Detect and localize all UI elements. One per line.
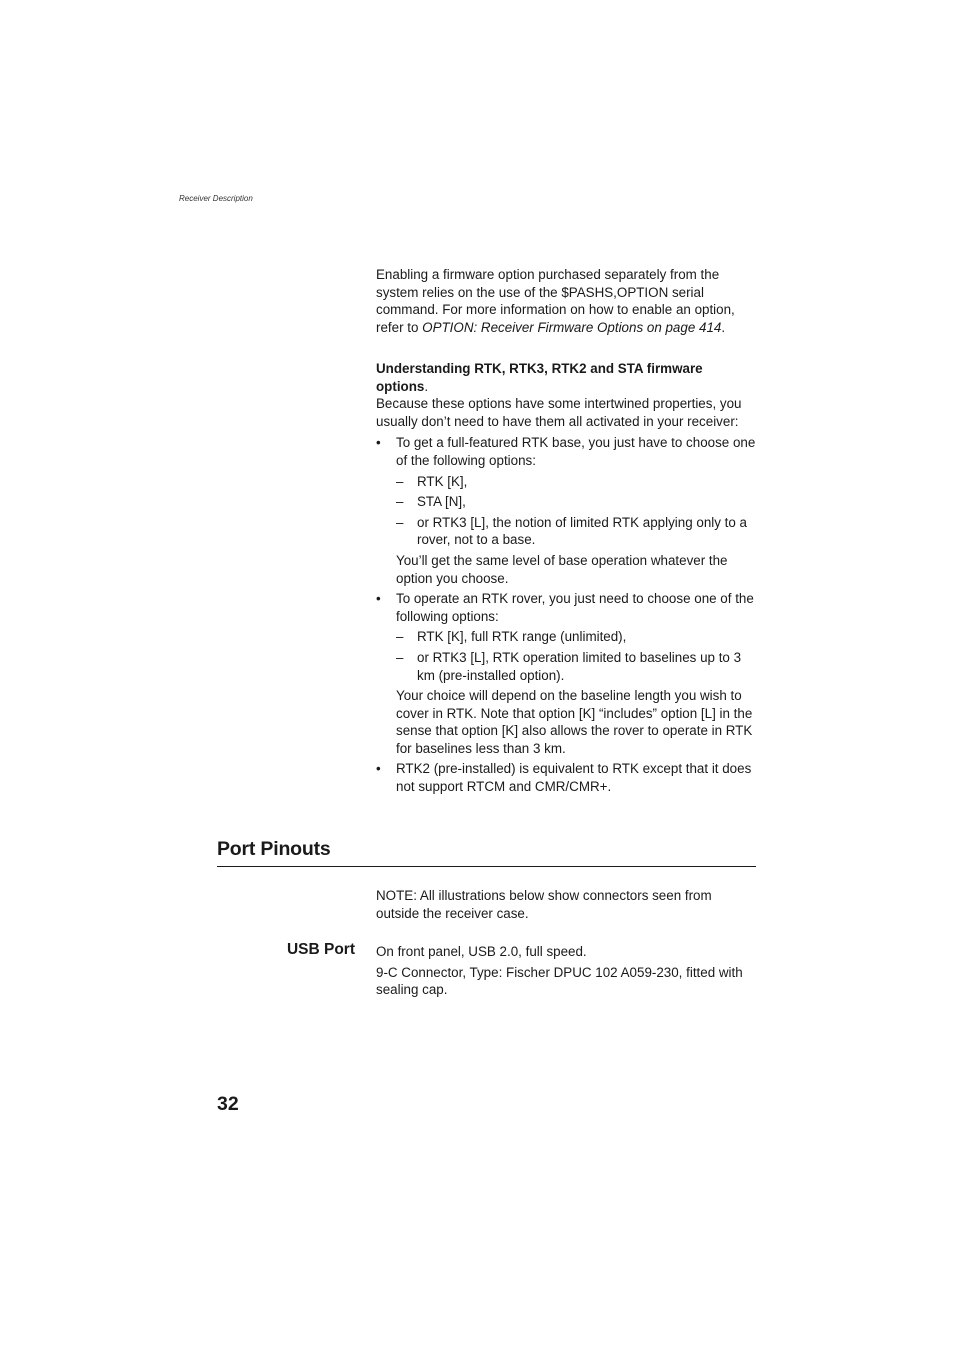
note-block [376, 887, 756, 922]
bullet-follow-text: Your choice will depend on the baseline length you wish to cover in RTK. Note that option [K] “includes” option [L] in the sense that option [K] also allows the rover to operate in RTK for baselines less than 3 km. [396, 688, 753, 756]
usb-port-description [376, 943, 756, 1002]
dash-text: or RTK3 [L], the notion of limited RTK applying only to a rover, not to a base. [417, 514, 747, 548]
dash-icon: – [396, 629, 404, 645]
bullet-text: To operate an RTK rover, you just need to choose one of the following options: [396, 591, 754, 624]
rtk-subhead: Understanding RTK, RTK3, RTK2 and STA firmware options [376, 361, 703, 394]
list-item [376, 590, 756, 757]
rtk-intro: Because these options have some intertwined properties, you usually don’t need to have them all activated in your receiver: [376, 396, 742, 429]
dash-icon: – [396, 494, 404, 510]
list-item [376, 434, 756, 587]
usb-line-2: 9-C Connector, Type: Fischer DPUC 102 A059-230, fitted with sealing cap. [376, 964, 743, 998]
list-item [396, 628, 756, 646]
bullet-icon: • [376, 761, 381, 777]
intro-text: Enabling a firmware option purchased separately from the system relies on the use of the $PASHS,OPTION serial command. For more information on how to enable an option, refer to [376, 267, 735, 335]
usb-port-heading: USB Port [286, 941, 355, 958]
dash-text: RTK [K], full RTK range (unlimited), [417, 629, 627, 645]
dash-text: STA [N], [417, 494, 466, 510]
list-item [376, 760, 756, 795]
bullet-text: To get a full-featured RTK base, you just have to choose one of the following options: [396, 435, 756, 468]
dash-list [396, 628, 756, 684]
note-text: NOTE: All illustrations below show connectors seen from outside the receiver case. [376, 888, 712, 921]
rtk-subhead-suffix: . [424, 378, 429, 394]
cross-reference-link[interactable]: OPTION: Receiver Firmware Options on page 414 [422, 319, 722, 335]
section-title: Port Pinouts [217, 838, 331, 860]
dash-icon: – [396, 649, 404, 665]
running-header: Receiver Description [179, 194, 253, 203]
bullet-icon: • [376, 435, 381, 451]
list-item [396, 473, 756, 491]
list-item [396, 649, 756, 684]
bullet-icon: • [376, 591, 381, 607]
rtk-bullet-list [376, 434, 756, 795]
list-item [396, 493, 756, 511]
bullet-follow-text: You’ll get the same level of base operation whatever the option you choose. [396, 552, 728, 586]
dash-list [396, 473, 756, 549]
dash-icon: – [396, 514, 404, 530]
list-item [396, 514, 756, 549]
intro-paragraph [376, 266, 756, 336]
dash-text: RTK [K], [417, 473, 468, 489]
rtk-options-block [376, 360, 756, 799]
bullet-text: RTK2 (pre-installed) is equivalent to RTK except that it does not support RTCM and CMR/CMR+. [396, 761, 752, 795]
page-number: 32 [217, 1093, 239, 1115]
section-divider [217, 866, 756, 867]
dash-text: or RTK3 [L], RTK operation limited to baselines up to 3 km (pre-installed option). [417, 649, 742, 683]
dash-icon: – [396, 473, 404, 489]
usb-line-1: On front panel, USB 2.0, full speed. [376, 944, 587, 959]
intro-text-end: . [721, 319, 726, 335]
